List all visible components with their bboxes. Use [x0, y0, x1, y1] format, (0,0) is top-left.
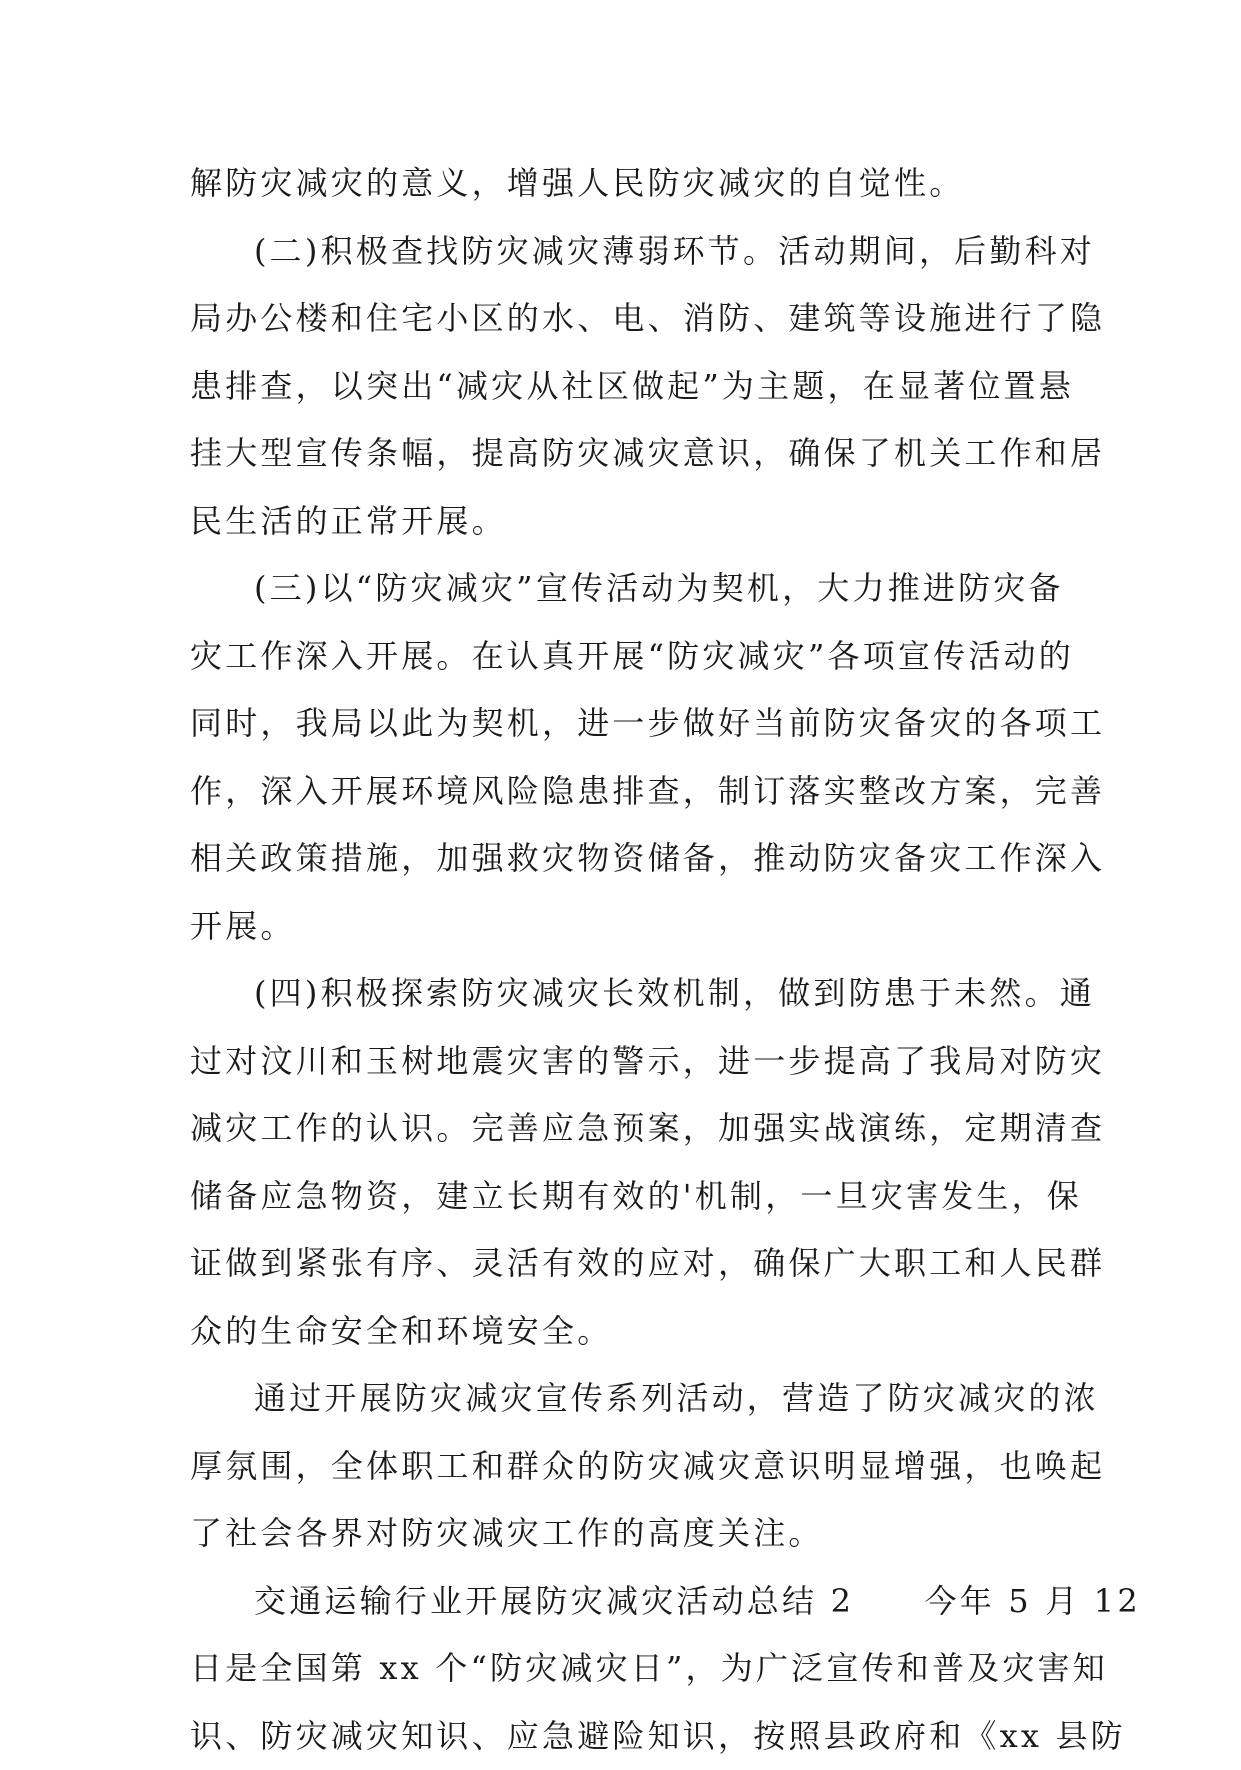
text-line: 过对汶川和玉树地震灾害的警示，进一步提高了我局对防灾 — [190, 1028, 1052, 1096]
text-line: 民生活的正常开展。 — [190, 488, 1052, 556]
text-line: 日是全国第 xx 个“防灾减灾日”，为广泛宣传和普及灾害知 — [190, 1635, 1052, 1703]
text-line: 同时，我局以此为契机，进一步做好当前防灾备灾的各项工 — [190, 690, 1052, 758]
text-line: 开展。 — [190, 893, 1052, 961]
text-line: 识、防灾减灾知识、应急避险知识，按照县政府和《xx 县防 — [190, 1703, 1052, 1770]
text-line: 减灾工作的认识。完善应急预案，加强实战演练，定期清查 — [190, 1095, 1052, 1163]
text-line: 局办公楼和住宅小区的水、电、消防、建筑等设施进行了隐 — [190, 285, 1052, 353]
paragraph-heading-3: (三)以“防灾减灾”宣传活动为契机，大力推进防灾备 — [190, 555, 1052, 623]
text-line: 相关政策措施，加强救灾物资储备，推动防灾备灾工作深入 — [190, 825, 1052, 893]
text-line: 挂大型宣传条幅，提高防灾减灾意识，确保了机关工作和居 — [190, 420, 1052, 488]
text-line: 证做到紧张有序、灵活有效的应对，确保广大职工和人民群 — [190, 1230, 1052, 1298]
text-line: 储备应急物资，建立长期有效的'机制，一旦灾害发生，保 — [190, 1163, 1052, 1231]
paragraph-heading-4: (四)积极探索防灾减灾长效机制，做到防患于未然。通 — [190, 960, 1052, 1028]
text-line: 灾工作深入开展。在认真开展“防灾减灾”各项宣传活动的 — [190, 623, 1052, 691]
text-line: 患排查，以突出“减灾从社区做起”为主题，在显著位置悬 — [190, 353, 1052, 421]
document-body — [190, 150, 1052, 1770]
text-line: 作，深入开展环境风险隐患排查，制订落实整改方案，完善 — [190, 758, 1052, 826]
paragraph-summary-start: 通过开展防灾减灾宣传系列活动，营造了防灾减灾的浓 — [190, 1365, 1052, 1433]
text-line: 众的生命安全和环境安全。 — [190, 1298, 1052, 1366]
text-line: 解防灾减灾的意义，增强人民防灾减灾的自觉性。 — [190, 150, 1052, 218]
text-line: 了社会各界对防灾减灾工作的高度关注。 — [190, 1500, 1052, 1568]
paragraph-heading-2: (二)积极查找防灾减灾薄弱环节。活动期间，后勤科对 — [190, 218, 1052, 286]
section-title-line: 交通运输行业开展防灾减灾活动总结 2 今年 5 月 12 — [190, 1568, 1052, 1636]
text-line: 厚氛围，全体职工和群众的防灾减灾意识明显增强，也唤起 — [190, 1433, 1052, 1501]
